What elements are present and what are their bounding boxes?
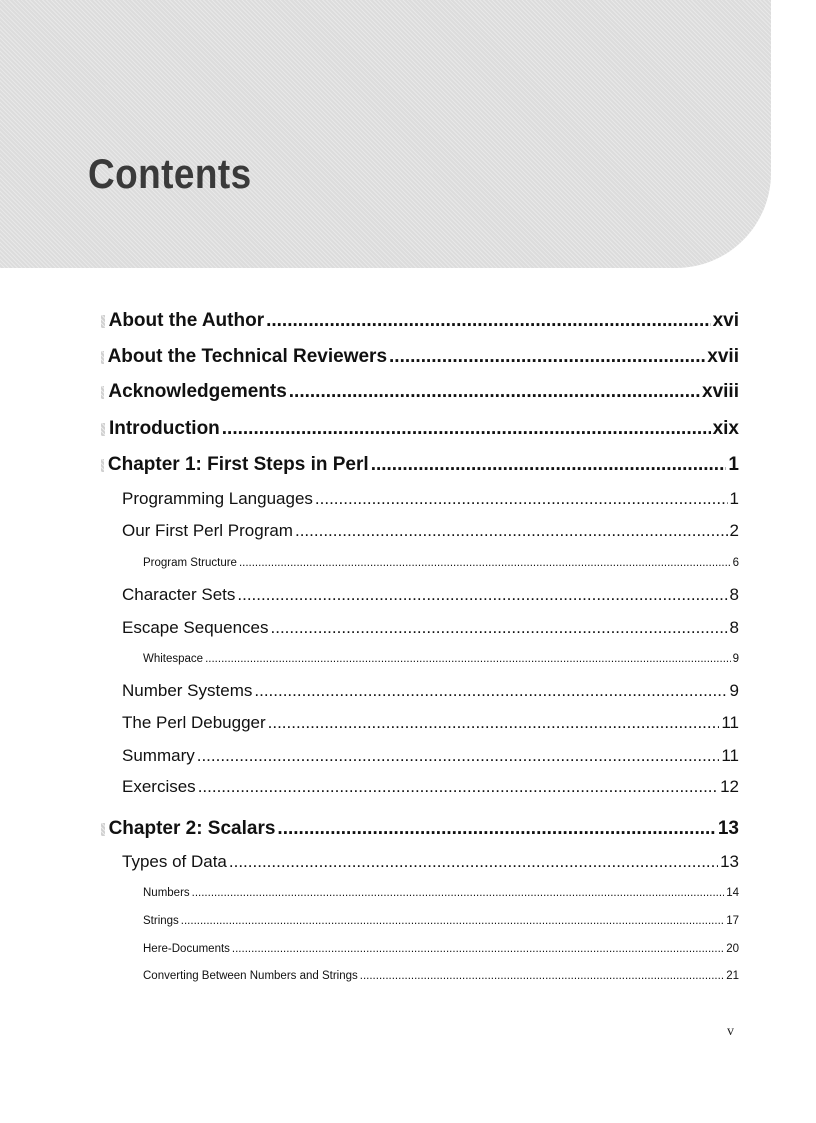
dot-leader [389,346,705,368]
toc-entry[interactable] [122,777,739,797]
toc-entry-label: Our First Perl Program [122,521,293,540]
toc-entry-page: 6 [732,557,739,569]
dot-leader [192,887,725,899]
toc-entry-page: 1 [729,489,739,508]
toc-entry-page: 2 [729,521,739,540]
toc-entry-page: xix [712,418,739,439]
dot-leader [289,381,700,403]
toc-entry-page: 8 [729,618,739,637]
toc-entry-page: 13 [720,852,739,871]
dot-leader [254,681,727,701]
toc-entry-page: 8 [729,585,739,604]
toc-entry[interactable] [122,746,739,766]
toc-entry-page: 21 [726,970,739,982]
toc-entry[interactable] [122,489,739,509]
toc-entry-label: The Perl Debugger [122,713,266,732]
toc-entry-page: 13 [717,818,739,839]
toc-entry[interactable] [101,818,739,840]
toc-entry[interactable] [101,346,739,368]
toc-entry-label: Chapter 2: Scalars [108,818,276,839]
toc-entry[interactable] [143,915,739,927]
toc-entry-label: Program Structure [143,557,237,569]
dot-leader [315,489,728,509]
toc-entry-label: Here-Documents [143,943,230,955]
toc-entry-label: Introduction [108,418,220,439]
section-marker-icon [101,423,105,436]
toc-entry-page: 9 [732,653,739,665]
toc-entry[interactable] [122,585,739,605]
toc-entry-label: Types of Data [122,852,227,871]
toc-entry[interactable] [143,557,739,569]
toc-entry-label: Summary [122,746,195,765]
toc-entry[interactable] [143,970,739,982]
toc-entry-page: 20 [726,943,739,955]
dot-leader [266,310,710,332]
section-marker-icon [101,386,104,399]
toc-entry-label: About the Author [108,310,265,331]
toc-entry-page: 14 [726,887,739,899]
toc-entry-page: xviii [702,381,739,402]
toc-entry-label: Numbers [143,887,190,899]
section-marker-icon [101,315,105,328]
toc-entry[interactable] [143,943,739,955]
toc-entry[interactable] [122,681,739,701]
dot-leader [271,618,728,638]
toc-entry-page: 1 [728,454,739,475]
toc-entry-label: Number Systems [122,681,253,700]
toc-entry-label: Escape Sequences [122,618,269,637]
toc-entry-label: Programming Languages [122,489,313,508]
toc-entry-page: 17 [726,915,739,927]
toc-entry[interactable] [122,852,739,872]
dot-leader [222,418,711,440]
dot-leader [277,818,715,840]
toc-entry[interactable] [122,713,739,733]
toc-entry-label: Chapter 1: First Steps in Perl [107,454,369,475]
toc-entry-page: 11 [721,713,739,732]
page-title: Contents [88,150,252,197]
toc-entry-label: Whitespace [143,653,204,665]
toc-entry-label: Converting Between Numbers and Strings [143,970,358,982]
toc-entry[interactable] [101,310,739,332]
dot-leader [268,713,720,733]
dot-leader [181,915,724,927]
page-number: v [727,1024,734,1039]
toc-entry-label: Exercises [122,777,196,796]
dot-leader [237,585,727,605]
toc-entry-page: 11 [721,746,739,765]
section-marker-icon [101,823,105,836]
dot-leader [295,521,728,541]
dot-leader [360,970,724,982]
toc-entry-label: Strings [143,915,179,927]
dot-leader [198,777,718,797]
toc-entry[interactable] [143,887,739,899]
section-marker-icon [101,351,104,364]
dot-leader [197,746,720,766]
dot-leader [229,852,718,872]
toc-entry-page: 12 [720,777,739,796]
dot-leader [371,454,727,476]
toc-entry[interactable] [122,618,739,638]
dot-leader [205,653,731,665]
toc-entry-page: 9 [729,681,739,700]
toc-entry[interactable] [143,653,739,665]
toc-entry-page: xvi [712,310,739,331]
toc-entry[interactable] [101,454,739,476]
dot-leader [232,943,724,955]
dot-leader [239,557,731,569]
toc-entry-label: Character Sets [122,585,236,604]
section-marker-icon [101,459,104,472]
toc-entry[interactable] [122,521,739,541]
toc-entry[interactable] [101,418,739,440]
toc-entry[interactable] [101,381,739,403]
toc-entry-page: xvii [707,346,739,367]
toc-entry-label: About the Technical Reviewers [107,346,388,367]
toc-entry-label: Acknowledgements [108,381,287,402]
